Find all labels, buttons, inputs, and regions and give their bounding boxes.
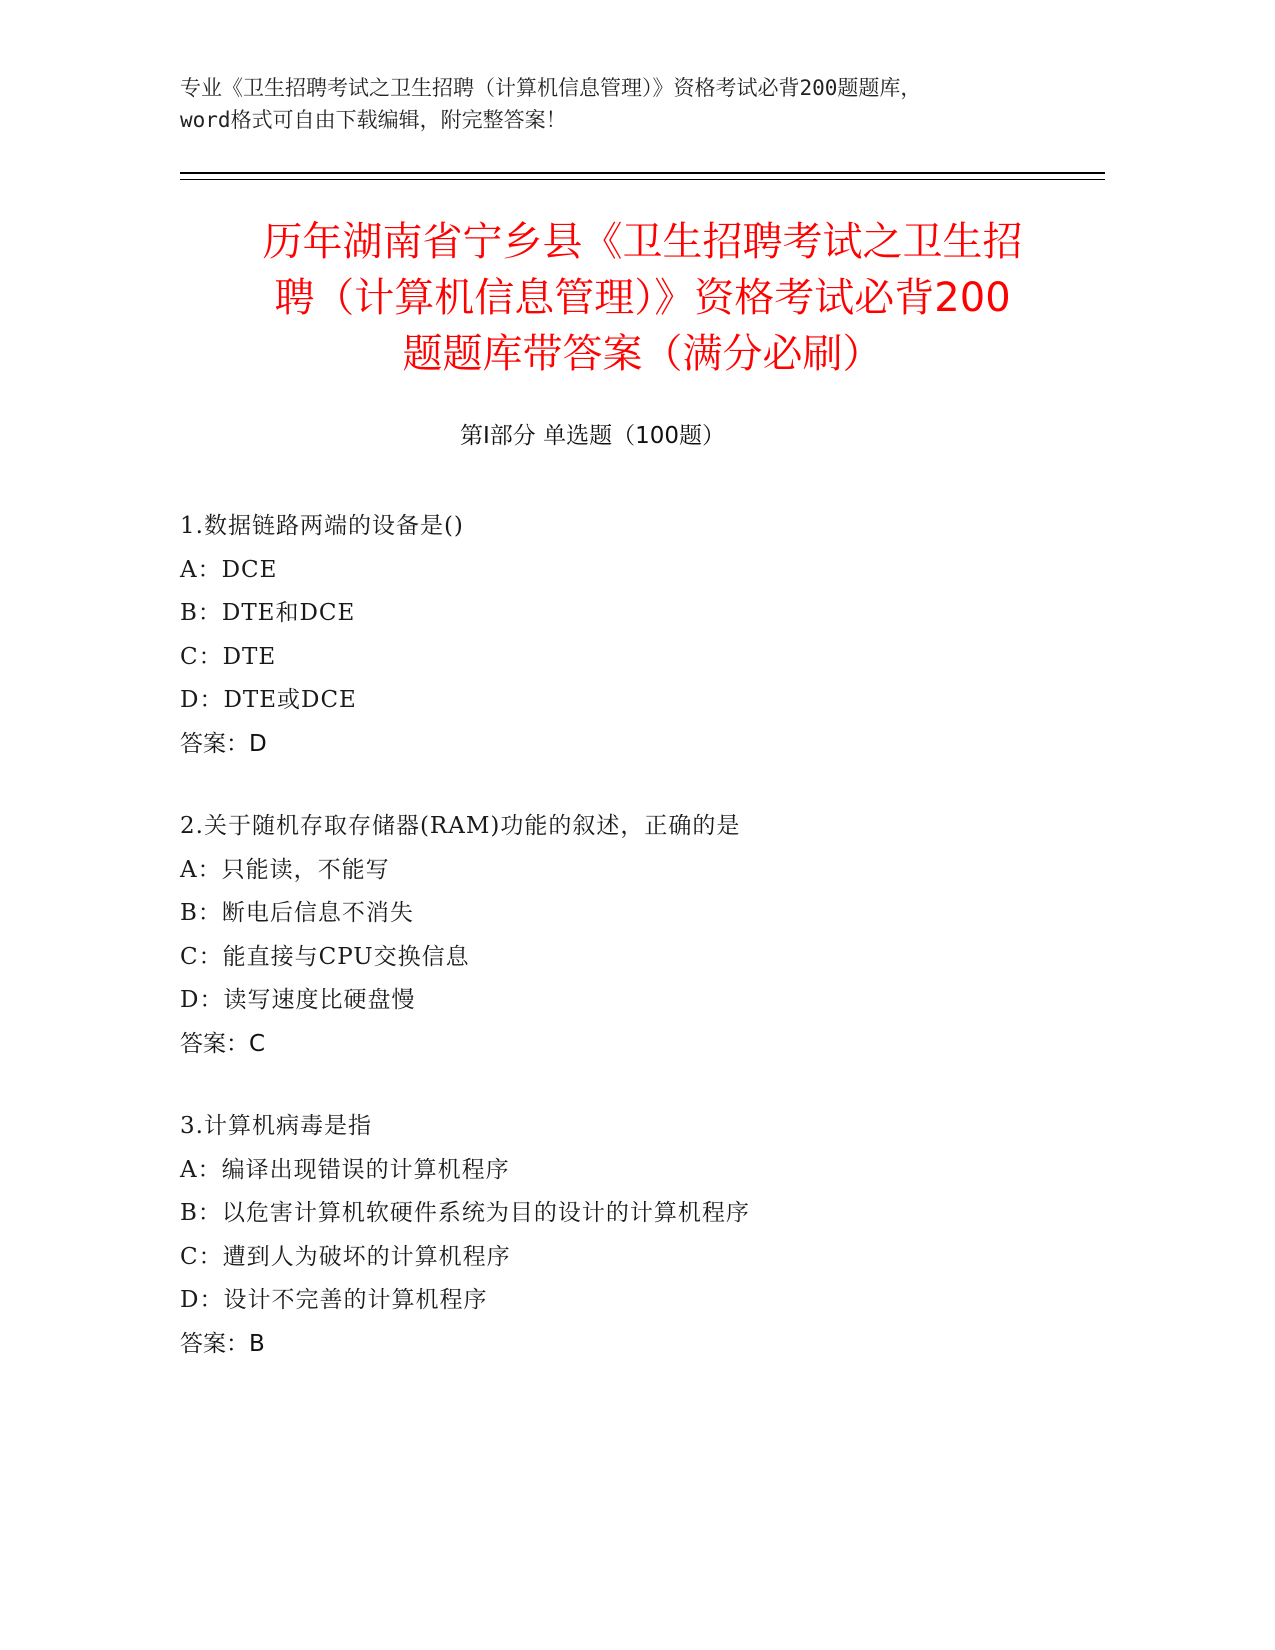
question-stem: 1.数据链路两端的设备是() (180, 513, 464, 539)
header-note (180, 72, 1110, 136)
header-rule-thick (180, 172, 1105, 174)
answer-label: 答案：D (180, 730, 267, 757)
document-title (180, 214, 1105, 382)
option-a: A：DCE (180, 556, 278, 583)
header-note-line-2: word格式可自由下载编辑，附完整答案！ (180, 108, 567, 132)
document-title-line-2: 聘（计算机信息管理）》资格考试必背200 (274, 275, 1011, 321)
header-rule-thin (180, 179, 1105, 180)
question-stem: 2.关于随机存取存储器(RAM)功能的叙述，正确的是 (180, 813, 741, 839)
option-c: C：能直接与CPU交换信息 (180, 943, 470, 970)
option-c: C：DTE (180, 643, 277, 670)
option-b: B：以危害计算机软硬件系统为目的设计的计算机程序 (180, 1200, 750, 1226)
question-item (180, 805, 1105, 1066)
option-b: B：断电后信息不消失 (180, 900, 414, 926)
question-list (180, 505, 1105, 1405)
section-heading: 第Ⅰ部分 单选题（100题） (460, 423, 725, 449)
option-d: D：DTE或DCE (180, 687, 357, 713)
answer-label: 答案：C (180, 1030, 266, 1057)
header-note-line-1: 专业《卫生招聘考试之卫生招聘（计算机信息管理）》资格考试必背200题题库， (180, 76, 922, 100)
document-title-line-1: 历年湖南省宁乡县《卫生招聘考试之卫生招 (262, 219, 1023, 265)
option-c: C：遭到人为破坏的计算机程序 (180, 1243, 511, 1270)
question-item (180, 1105, 1105, 1366)
option-d: D：设计不完善的计算机程序 (180, 1287, 488, 1313)
question-stem: 3.计算机病毒是指 (180, 1113, 372, 1139)
option-d: D：读写速度比硬盘慢 (180, 987, 416, 1013)
question-item (180, 505, 1105, 766)
document-title-line-3: 题题库带答案（满分必刷） (402, 331, 883, 377)
option-b: B：DTE和DCE (180, 600, 356, 626)
option-a: A：编译出现错误的计算机程序 (180, 1156, 510, 1183)
answer-label: 答案：B (180, 1330, 265, 1357)
option-a: A：只能读，不能写 (180, 856, 390, 883)
